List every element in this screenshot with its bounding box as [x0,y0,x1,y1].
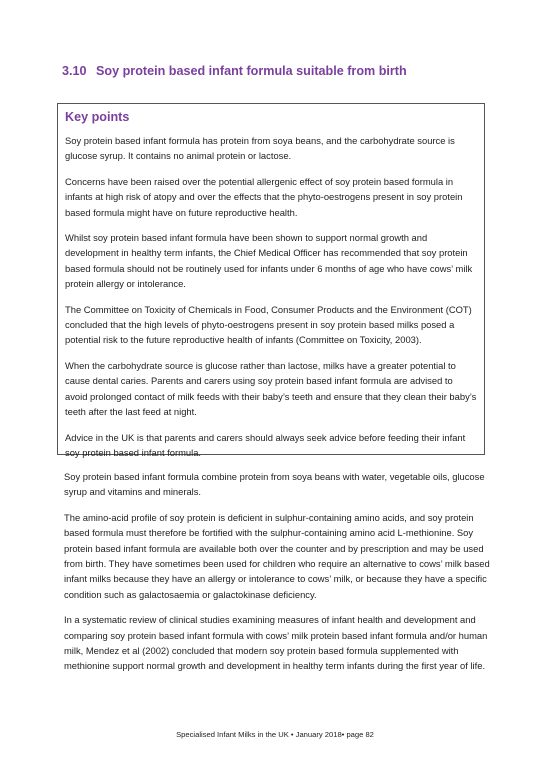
page-footer: Specialised Infant Milks in the UK • January 2018• page 82 [176,730,374,739]
body-text [64,469,490,684]
key-point-paragraph: Concerns have been raised over the potential allergenic effect of soy protein based formula in infants at high risk of atopy and over the effects that the phyto-oestrogens present in soy protein based formula might have on future reproductive health. [65,175,463,218]
key-point-paragraph: When the carbohydrate source is glucose rather than lactose, milks have a greater potential to cause dental caries. Parents and carers using soy protein based infant formula are advised to avoid prolonged contact of milk feeds with their baby’s teeth and ensure that they clean their baby’s teeth after the last feed at night. [65,359,477,418]
key-point-paragraph: Advice in the UK is that parents and carers should always seek advice before feeding their infant soy protein based infant formula. [65,431,466,458]
key-point-paragraph: Whilst soy protein based infant formula have been shown to support normal growth and development in healthy term infants, the Chief Medical Officer has recommended that soy protein based formula should not be routinely used for infants under 6 months of age who have cows’ milk protein allergy or intolerance. [65,232,473,290]
body-paragraph: Soy protein based infant formula combine protein from soya beans with water, vegetable oils, glucose syrup and vitamins and minerals. [64,471,485,498]
body-paragraph: In a systematic review of clinical studies examining measures of infant health and development and comparing soy protein based infant formula with cows’ milk protein based infant formula and/or human milk, Mendez et al (2002) concluded that modern soy protein based formula supplemented with methionine support normal growth and development in healthy term infants during the first year of life. [64,614,488,672]
body-paragraph: The amino-acid profile of soy protein is deficient in sulphur-containing amino acids, and soy protein based formula must therefore be fortified with the sulphur-containing amino acid L-methionine. Soy protein based infant formula are available both over the counter and by prescription and may be used from birth. They have sometimes been used for children who require an alternative to cows’ milk based infant milks because they have an allergy or intolerance to cows’ milk, or because they have a specific condition such as galactosaemia or galactokinase deficiency. [64,511,490,600]
section-title: Soy protein based infant formula suitable from birth [96,64,407,78]
section-number: 3.10 [62,64,87,78]
key-point-paragraph: Soy protein based infant formula has protein from soya beans, and the carbohydrate source is glucose syrup. It contains no animal protein or lactose. [65,135,455,162]
section-heading [62,64,407,78]
key-point-paragraph: The Committee on Toxicity of Chemicals in Food, Consumer Products and the Environment (COT) concluded that the high levels of phyto-oestrogens present in soy protein based milks posed a potential risk to the future reproductive health of infants (Committee on Toxicity, 2003). [65,303,472,346]
key-points-heading: Key points [65,110,130,124]
key-points-box [57,103,485,458]
